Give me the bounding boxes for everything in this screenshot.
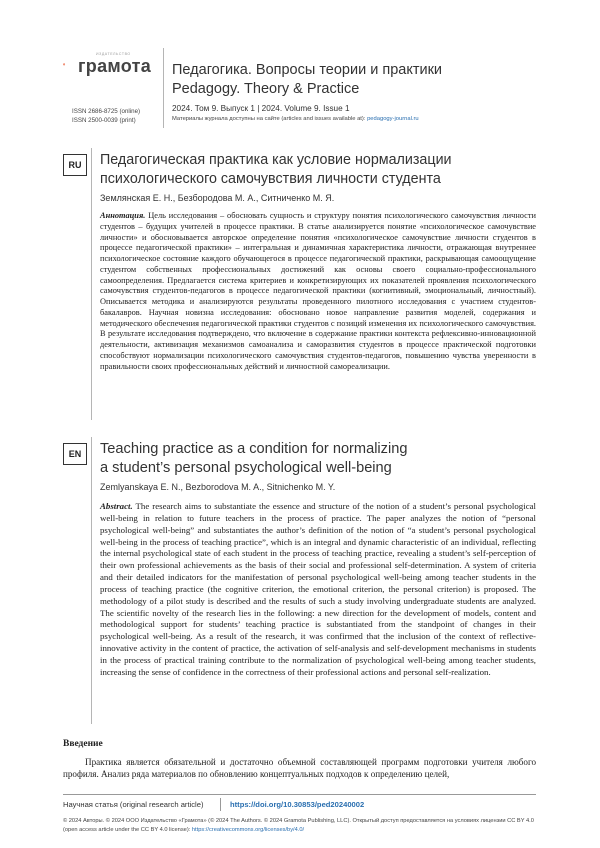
abstract-en bbox=[100, 501, 536, 679]
doi-link[interactable]: https://doi.org/10.30853/ped20240002 bbox=[230, 800, 365, 809]
article-type: Научная статья (original research article) bbox=[63, 800, 204, 809]
publisher-name: грамота bbox=[78, 56, 152, 76]
footer-divider bbox=[63, 794, 536, 795]
title-en-line2: a student’s personal psychological well-being bbox=[100, 460, 392, 476]
issn-online: ISSN 2686-8725 (online) bbox=[72, 108, 141, 115]
title-ru-line2: психологического самочувствия личности студента bbox=[100, 171, 441, 187]
gramota-logo-icon bbox=[63, 58, 77, 72]
abstract-en-label: Abstract. bbox=[100, 501, 133, 511]
title-en-line1: Teaching practice as a condition for normalizing bbox=[100, 441, 408, 457]
article-title-en bbox=[100, 440, 407, 478]
intro-text: Практика является обязательной и достаточно объемной составляющей программ подготовки учителя любого профиля. Анализ ряда материалов по обновлению концептуальных подходов к определению целей, bbox=[63, 757, 536, 779]
title-ru-line1: Педагогическая практика как условие нормализации bbox=[100, 152, 452, 168]
abstract-ru bbox=[100, 211, 536, 372]
authors-ru: Землянская Е. Н., Безбородова М. А., Ситниченко М. Я. bbox=[100, 193, 335, 203]
abstract-ru-label: Аннотация. bbox=[100, 211, 146, 220]
publisher-tagline: ИЗДАТЕЛЬСТВО bbox=[96, 52, 131, 56]
lang-badge-ru: RU bbox=[63, 154, 87, 176]
issn-print: ISSN 2500-0039 (print) bbox=[72, 117, 136, 124]
footer-separator bbox=[220, 798, 221, 811]
ru-section-divider bbox=[91, 148, 92, 420]
article-title-ru bbox=[100, 151, 452, 189]
license-text: © 2024 Авторы. © 2024 ООО Издательство «Грамота» (© 2024 The Authors. © 2024 Gramota Publishing, LLC). Открытый доступ предоставляется на условиях лицензии CC BY 4.0 (open access article under the CC BY 4.0 license): bbox=[63, 818, 534, 833]
en-section-divider bbox=[91, 437, 92, 724]
site-note-text: Материалы журнала доступны на сайте (articles and issues available at): bbox=[172, 116, 366, 122]
journal-site-link[interactable]: pedagogy-journal.ru bbox=[367, 116, 419, 122]
journal-title-en: Pedagogy. Theory & Practice bbox=[172, 81, 360, 97]
journal-title bbox=[172, 61, 442, 99]
authors-en: Zemlyanskaya E. N., Bezborodova M. A., Sitnichenko M. Y. bbox=[100, 482, 336, 492]
lang-badge-en: EN bbox=[63, 443, 87, 465]
journal-issue: 2024. Том 9. Выпуск 1 | 2024. Volume 9. Issue 1 bbox=[172, 104, 350, 113]
license-link[interactable]: https://creativecommons.org/licenses/by/4.0/ bbox=[191, 826, 305, 833]
journal-site-note bbox=[172, 116, 419, 122]
journal-title-ru: Педагогика. Вопросы теории и практики bbox=[172, 62, 443, 78]
abstract-en-body: The research aims to substantiate the essence and structure of the notion of a student’s personal psychological well-being in relation to future teachers in the process of practice. The paper analyzes the notion of “personal psychological well-being” and substantiates the author’s definition of the notion of “a student’s personal psychological well-being in the process of teaching practice”, which is an integral and dynamic characteristic of an individual, reflecting the internal psychological state of each student in the process of teaching practice, revealing a student’s self-perception of their own professional achievements as the basis of their social and professional self-determination. A system of criteria and their detailed indicators for the manifestation of personal psychological well-being among teacher students in the process of teaching practice (the cognitive criterion, the emotional criterion, the personal criterion) is proposed. The methodology of a pilot study is described and the results of such a study involving undergraduate students are analyzed. The scientific novelty of the research lies in the following: a new direction for the development of models, content and methodological support for students’ teaching practice is substantiated from the standpoint of changes in their psychological well-being. As a result of the research, it was confirmed that the inclusion of the context of reflective-innovative activity in the content of practice, the activation of self-analysis and self-development mechanisms in students in the process of practical training contribute to the normalization of psychological well-being among teacher students, increasing the sense of confidence in the correctness of their professional actions and personal self-realization. bbox=[100, 501, 536, 677]
abstract-ru-body: Цель исследования – обосновать сущность и структуру понятия психологического самочувствия личности студентов – будущих учителей в процессе практики. В статье анализируется понятие «психологическое самочувствие личности» и обосновывается авторское определение понятия «психологическое самочувствие личности студентов в процессе педагогической практики» – интегральная и динамичная характеристика личности, отражающая внутреннее психологическое состояние каждого обучающегося в процессе педагогической практики, раскрывающая самоощущение студентом собственных профессиональных достижений как основы своего социально-профессионального самоопределения. Предлагается система критериев и конкретизирующих их показателей проявления психологического самочувствия студентов-педагогов в процессе педагогической практики (когнитивный, эмоциональный, личностный). Описывается методика и анализируются результаты проведенного пилотного исследования с участием студентов-бакалавров. Научная новизна исследования: обосновано новое направление развития моделей, содержания и методического обеспечения педагогической практики студентов с позиций изменения их психологического самочувствия. В результате исследования подтверждено, что включение в содержание практики контекста рефлексивно-инновационной деятельности, активизация механизмов самоанализа и саморазвития студентов в процессе практической подготовки способствуют нормализации психологического самочувствия студентов-педагогов, повышению чувства уверенности в правильности своих профессиональных действий и личностной самореализации. bbox=[100, 211, 536, 371]
license-notice bbox=[63, 817, 543, 834]
header-divider bbox=[163, 48, 164, 128]
intro-heading: Введение bbox=[63, 739, 103, 749]
